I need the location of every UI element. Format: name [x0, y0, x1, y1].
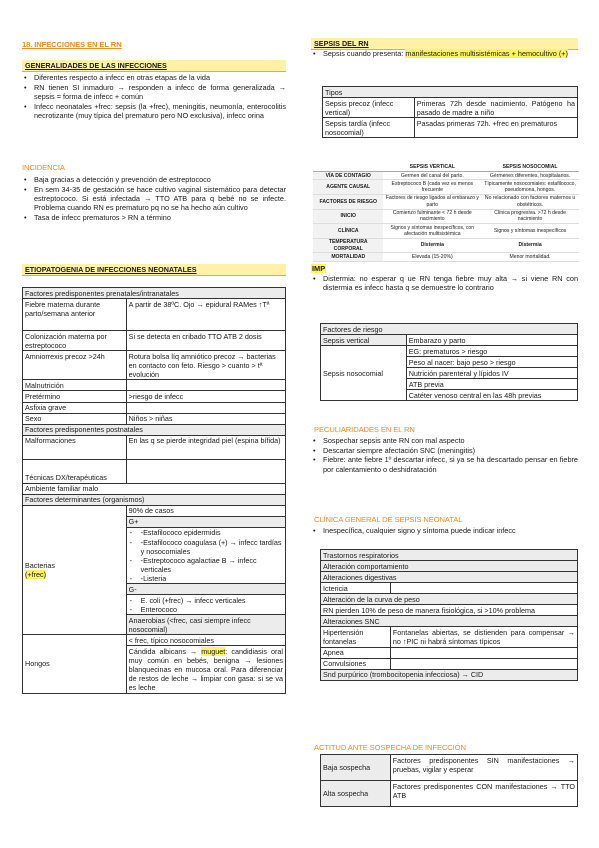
hongos-freq: < frec, típico nosocomiales — [126, 635, 285, 646]
list-item: • Sospechar sepsis ante RN con mal aspecto — [311, 436, 578, 445]
list-item: - - Estreptococo agalactiae B → infecc verticales — [129, 556, 283, 574]
list-item: - - Estafilococo coagulasa (+) → infecc tardías y nosocomiales — [129, 538, 283, 556]
table-row — [23, 331, 286, 351]
etiopatogenia-table — [22, 287, 286, 694]
hongos-desc: Cándida albicans → muguet: candidiasis oral muy común en bebés, benigna → lesiones blanquecinas en mucosa oral. Para diferenciar de restos de leche → limpiar con gasa: si se va es leche — [126, 646, 285, 693]
peculiaridades-list — [311, 436, 578, 474]
list-item: • En sem 34-35 de gestación se hace cultivo vaginal sistemático para detectar estreptococo. Si está infectada → TTO ATB para q bebé no se infecte. Problema cuando RN es prematuro pq no se ha hecho aún cultivo — [22, 185, 286, 213]
list-item: • Infecc neonatales +frec: sepsis (la +frec), meningitis, neumonía, enterocolitis necrotizante (muy típica del prematuro pero NO exclusiva), infecc orina — [22, 102, 286, 120]
list-item: • Tasa de infecc prematuros > RN a término — [22, 213, 286, 222]
table-row: AGENTE CAUSAL Estreptococo B (cada vez es menos frecuente Típicamente nosocomiales: estafilococo, pseudomona, hongos. — [313, 180, 579, 195]
table-row — [23, 391, 286, 402]
organisms-header: Factores determinantes (organismos) — [23, 494, 286, 505]
row-key: Sepsis tardía (infecc nosocomial) — [323, 118, 415, 138]
peso-text: RN pierden 10% de peso de manera fisiológica, si >10% problema — [321, 605, 578, 616]
actitud-heading: ACTITUD ANTE SOSPECHA DE INFECCIÓN — [314, 743, 466, 752]
gneg-header: G- — [126, 584, 285, 595]
gneg-list-cell — [126, 595, 285, 635]
hongos-label: Hongos — [23, 635, 127, 693]
row-value: Factores predisponentes SIN manifestaciones → pruebas, vigilar y esperar — [390, 755, 577, 781]
table-row — [323, 118, 578, 138]
riesgo-table — [320, 323, 578, 401]
row-key: Hipertensión fontanelas — [321, 627, 391, 647]
gpos-header: G+ — [126, 516, 285, 527]
row-key: Sepsis vertical — [321, 335, 407, 346]
list-item: • Distermia: no esperar q ue RN tenga fiebre muy alta → si viene RN con distermia es infecc hasta q se demuestre lo contrario — [311, 274, 578, 292]
postnatal-header: Factores predisponentes postnatales — [23, 424, 286, 435]
row-key: Ambiente familiar malo — [23, 483, 286, 494]
table-row — [23, 299, 286, 331]
gpos-list-cell — [126, 527, 285, 583]
row-value: Rotura bolsa líq amniótico precoz → bacterias en contacto con feto. Riesgo > cuanto > tª evolución — [126, 351, 285, 380]
main-title: 18. INFECCIONES EN EL RN — [22, 40, 122, 49]
row-value: Peso al nacer: bajo peso > riesgo — [406, 357, 577, 368]
row-key: Fiebre materna durante parto/semana anterior — [23, 299, 127, 331]
tipos-header: Tipos — [323, 87, 578, 98]
sepsis-list — [311, 49, 578, 59]
row-value: Si se detecta en cribado TTO ATB 2 dosis — [126, 331, 285, 351]
peculiaridades-heading: PECULIARIDADES EN EL RN — [314, 425, 415, 434]
row-key: Baja sospecha — [321, 755, 391, 781]
header-nosocomial: SEPSIS NOSOCOMIAL — [481, 164, 579, 172]
clinica-row: Alteración de la curva de peso — [321, 594, 578, 605]
row-value: EG: prematuros > riesgo — [406, 346, 577, 357]
clinica-row: Alteración comportamiento — [321, 561, 578, 572]
list-item: • Diferentes respecto a infecc en otras etapas de la vida — [22, 73, 286, 82]
table-row: VÍA DE CONTAGIO Germen del canal del parto. Gérmenes diferentes, hospitalarios. — [313, 172, 579, 180]
table-row: INICIO Comienzo fulminante < 72 h desde nacimiento Clínica progresiva. >72 h desde nacimiento — [313, 209, 579, 224]
row-value: En las q se pierde integridad piel (espina bífida) — [126, 435, 285, 459]
sepsis-comparison-image — [313, 164, 579, 262]
row-key: Asfixia grave — [23, 402, 127, 413]
bacterias-label: Bacterias — [25, 560, 55, 570]
row-key: Técnicas DX/terapéuticas — [23, 459, 127, 483]
row-value — [126, 402, 285, 413]
row-value: Factores predisponentes CON manifestaciones → TTO ATB — [390, 781, 577, 807]
row-key: Sepsis nosocomial — [321, 346, 407, 401]
row-value: ATB previa — [406, 379, 577, 390]
row-key: Malnutrición — [23, 380, 127, 391]
table-row: FACTORES DE RIESGO Factores de riesgo ligados al embarazo y parto No relacionado con factores maternos u obstétricos. — [313, 194, 579, 209]
actitud-table — [320, 754, 578, 807]
sepsis-highlight: manifestaciones multisistémicas + hemocultivo (+) — [405, 49, 568, 58]
table-row — [23, 413, 286, 424]
general-list — [22, 73, 286, 120]
prenatal-header: Factores predisponentes prenatales/intranatales — [23, 288, 286, 299]
row-value: Fontanelas abiertas, se distienden para compensar → no ↑PIC ni habrá síntomas típicos — [390, 627, 577, 647]
sepsis-rn-heading: SEPSIS DEL RN — [311, 38, 578, 50]
clinica-row: Ictericia — [321, 583, 391, 594]
table-row — [23, 483, 286, 494]
row-value: A partir de 38ºC. Ojo → epidural RAMes ↑Tª — [126, 299, 285, 331]
row-value — [126, 459, 285, 483]
row-key: Apnea — [321, 647, 391, 658]
row-value: Catéter venoso central en las 48h previas — [406, 390, 577, 401]
table-row — [323, 98, 578, 118]
row-value: Primeras 72h desde nacimiento. Patógeno ha pasado de madre a niño — [414, 98, 577, 118]
tipos-table — [322, 86, 578, 138]
table-row: TEMPERATURA CORPORAL Distermia Distermia — [313, 238, 579, 253]
header-vertical: SEPSIS VERTICAL — [383, 164, 481, 172]
row-value: Niños > niñas — [126, 413, 285, 424]
row-value: Embarazo y parto — [406, 335, 577, 346]
list-item: • Descartar siempre afectación SNC (meningitis) — [311, 446, 578, 455]
row-value: Nutrición parenteral y lípidos IV — [406, 368, 577, 379]
list-item: • RN tienen SI inmaduro → responden a infecc de forma generalizada → sepsis = forma de infecc + común — [22, 83, 286, 101]
table-row — [321, 627, 578, 647]
imp-label: IMP — [312, 264, 326, 273]
clinica-table — [320, 549, 578, 681]
header-blank — [313, 164, 383, 172]
table-row — [321, 647, 578, 658]
muguet-highlight: muguet — [201, 646, 226, 656]
snd-row: Snd purpúrico (trombocitopenia infecciosa) → CID — [321, 669, 578, 680]
table-row — [23, 459, 286, 483]
incidencia-heading: INCIDENCIA — [22, 163, 65, 172]
row-key: Sexo — [23, 413, 127, 424]
list-item: - Enterococo — [129, 604, 178, 614]
row-key: Malformaciones — [23, 435, 127, 459]
incidencia-list — [22, 175, 286, 222]
table-row: MORTALIDAD Elevada (15-20%) Menor mortalidad. — [313, 253, 579, 261]
table-row: CLÍNICA Signos y síntomas inespecíficos, con afectación multisistémica Signos y síntomas inespecíficos — [313, 224, 579, 239]
table-row — [321, 346, 578, 357]
table-row — [321, 658, 578, 669]
row-value — [126, 380, 285, 391]
list-item: - - Listeria — [129, 574, 283, 583]
list-item: • Inespecífica, cualquier signo y síntoma puede indicar infecc — [311, 526, 578, 535]
list-item: • Sepsis cuando presenta: manifestaciones multisistémicas + hemocultivo (+) — [311, 49, 578, 58]
table-row — [23, 351, 286, 380]
row-key: Convulsiones — [321, 658, 391, 669]
anaerobias-row: Anaerobias (<frec, casi siempre infecc nosocomial) — [127, 614, 285, 634]
table-row — [23, 380, 286, 391]
clinica-list — [311, 526, 578, 536]
row-key: Colonización materna por estreptococo — [23, 331, 127, 351]
riesgo-header: Factores de riesgo — [321, 324, 578, 335]
bacterias-frec: (+frec) — [25, 569, 46, 579]
row-key: Pretérmino — [23, 391, 127, 402]
row-key: Alta sospecha — [321, 781, 391, 807]
row-key: Sepsis precoz (infecc vertical) — [323, 98, 415, 118]
list-item: - - Estafilococo epidermidis — [129, 528, 283, 537]
table-row — [321, 755, 578, 781]
list-item: • Baja gracias a detección y prevención de estreptococo — [22, 175, 286, 184]
clinica-row: Alteraciones digestivas — [321, 572, 578, 583]
row-key: Amniorrexis precoz >24h — [23, 351, 127, 380]
list-item: • Fiebre: ante fiebre 1º descartar infecc, si ya se ha descartado pensar en fiebre por calentamiento o deshidratación — [311, 455, 578, 473]
clinica-heading: CLÍNICA GENERAL DE SEPSIS NEONATAL — [314, 515, 463, 524]
table-row — [321, 781, 578, 807]
row-value: Pasadas primeras 72h. +frec en prematuros — [414, 118, 577, 138]
table-row — [23, 435, 286, 459]
table-row — [321, 335, 578, 346]
clinica-row: Trastornos respiratorios — [321, 550, 578, 561]
general-heading: GENERALIDADES DE LAS INFECCIONES — [22, 60, 286, 72]
imp-list — [311, 274, 578, 293]
row-value: >riesgo de infecc — [126, 391, 285, 402]
bacterias-pct: 90% de casos — [126, 505, 285, 516]
snc-header: Alteraciones SNC — [321, 616, 578, 627]
etiopatogenia-heading: ETIOPATOGENIA DE INFECCIONES NEONATALES — [22, 264, 286, 276]
bacterias-cell — [23, 505, 127, 634]
list-item: - E. coli (+frec) → infecc verticales — [129, 595, 246, 605]
table-row — [23, 402, 286, 413]
